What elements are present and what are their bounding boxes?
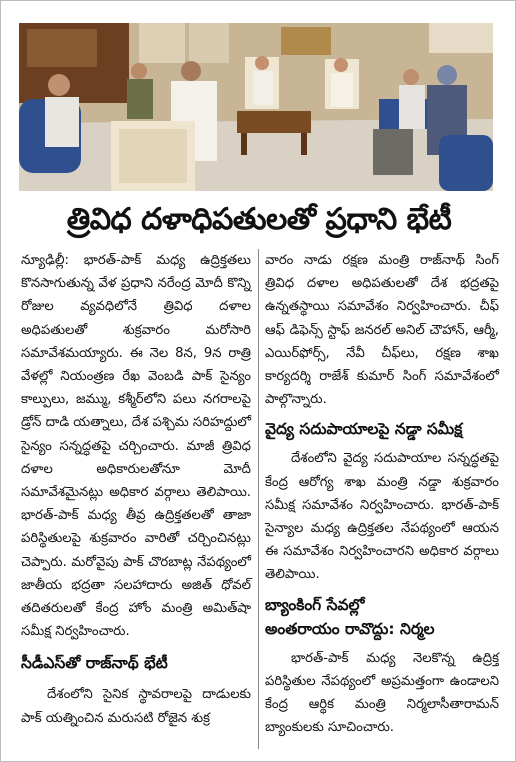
banking-paragraph: భారత్‌-పాక్‌ మధ్య నెలకొన్న ఉద్రిక్త పరిస్థితుల నేపథ్యంలో అప్రమత్తంగా ఉండాలని కేంద్ర ఆర్థిక మంత్రి నిర్మలాసీతారామన్‌ బ్యాంకులకు సూచించారు. [265, 650, 499, 736]
lead-paragraph: న్యూఢిల్లీ: భారత్‌-పాక్‌ మధ్య ఉద్రిక్తతలు కొనసాగుతున్న వేళ ప్రధాని నరేంద్ర మోదీ కొన్ని రోజుల వ్యవధిలోనే త్రివిధ దళాల అధిపతులతో శుక్రవారం మరోసారి సమావేశమయ్యారు. ఈ నెల 8న, 9న రాత్రి వేళల్లో నియంత్రణ రేఖ వెంబడి పాక్‌ సైన్యం కాల్పులు, జమ్ము, కశ్మీర్‌లోని పలు నగరాలపై డ్రోన్‌ దాడి యత్నాలు, దేశ పశ్చిమ సరిహద్దులో సైన్యం సన్నద్ధతపై చర్చించారు. మాజీ త్రివిధ దళాల అధికారులతోనూ మోదీ సమావేశమైనట్లు అధికార వర్గాలు తెలిపాయి. భారత్‌-పాక్‌ మధ్య తీవ్ర ఉద్రిక్తతలతో తాజా పరిస్థితులపై శుక్రవారం వారితో చర్చించినట్లు చెప్పారు. మరోవైపు పాక్‌ చొరబాట్ల నేపథ్యంలో జాతీయ భద్రతా సలహాదారు అజిత్‌ ధోవల్‌ తదితరులతో కేంద్ర హోం మంత్రి అమిత్‌షా సమీక్ష నిర్వహించారు. [21, 253, 252, 640]
right-column [265, 249, 499, 739]
subhead-cds-meeting: సీడీఎస్‌తో రాజ్‌నాథ్‌ భేటీ [21, 654, 168, 673]
left-column [21, 249, 251, 730]
column-divider [258, 249, 259, 749]
cds-paragraph-start: దేశంలోని సైనిక స్థావరాలపై దాడులకు పాక్‌ యత్నించిన మరుసటి రోజైన శుక్ర [21, 687, 251, 726]
subhead-banking-line2: అంతరాయం రావొద్దు: నిర్మల [265, 619, 435, 638]
cds-paragraph-continued: వారం నాడు రక్షణ మంత్రి రాజ్‌నాథ్‌ సింగ్‌ త్రివిధ దళాల అధిపతులతో దేశ భద్రతపై ఉన్నతస్థాయి సమావేశం నిర్వహించారు. చీఫ్‌ ఆఫ్‌ డిఫెన్స్‌ స్టాఫ్‌ జనరల్‌ అనిల్‌ చౌహాన్‌, ఆర్మీ, ఎయిర్‌ఫోర్స్‌, నేవీ చీఫ్‌లు, రక్షణ శాఖ కార్యదర్శి రాజేశ్‌ కుమార్‌ సింగ్‌ సమావేశంలో పాల్గొన్నారు. [265, 253, 499, 408]
headline: త్రివిధ దళాధిపతులతో ప్రధాని భేటీ [66, 202, 452, 237]
health-paragraph: దేశంలోని వైద్య సదుపాయాల సన్నద్ధతపై కేంద్ర ఆరోగ్య శాఖ మంత్రి నడ్డా శుక్రవారం సమీక్ష సమావేశం నిర్వహించారు. భారత్‌-పాక్‌ సైన్యాల మధ్య ఉద్రిక్తతల నేపథ్యంలో ఆయన ఈ సమావేశం నిర్వహించారని అధికార వర్గాలు తెలిపాయి. [265, 451, 499, 583]
meeting-photo [19, 23, 493, 191]
subhead-banking-line1: బ్యాంకింగ్‌ సేవల్లో [265, 595, 365, 614]
subhead-health-review: వైద్య సదుపాయాలపై నడ్డా సమీక్ష [265, 420, 463, 439]
